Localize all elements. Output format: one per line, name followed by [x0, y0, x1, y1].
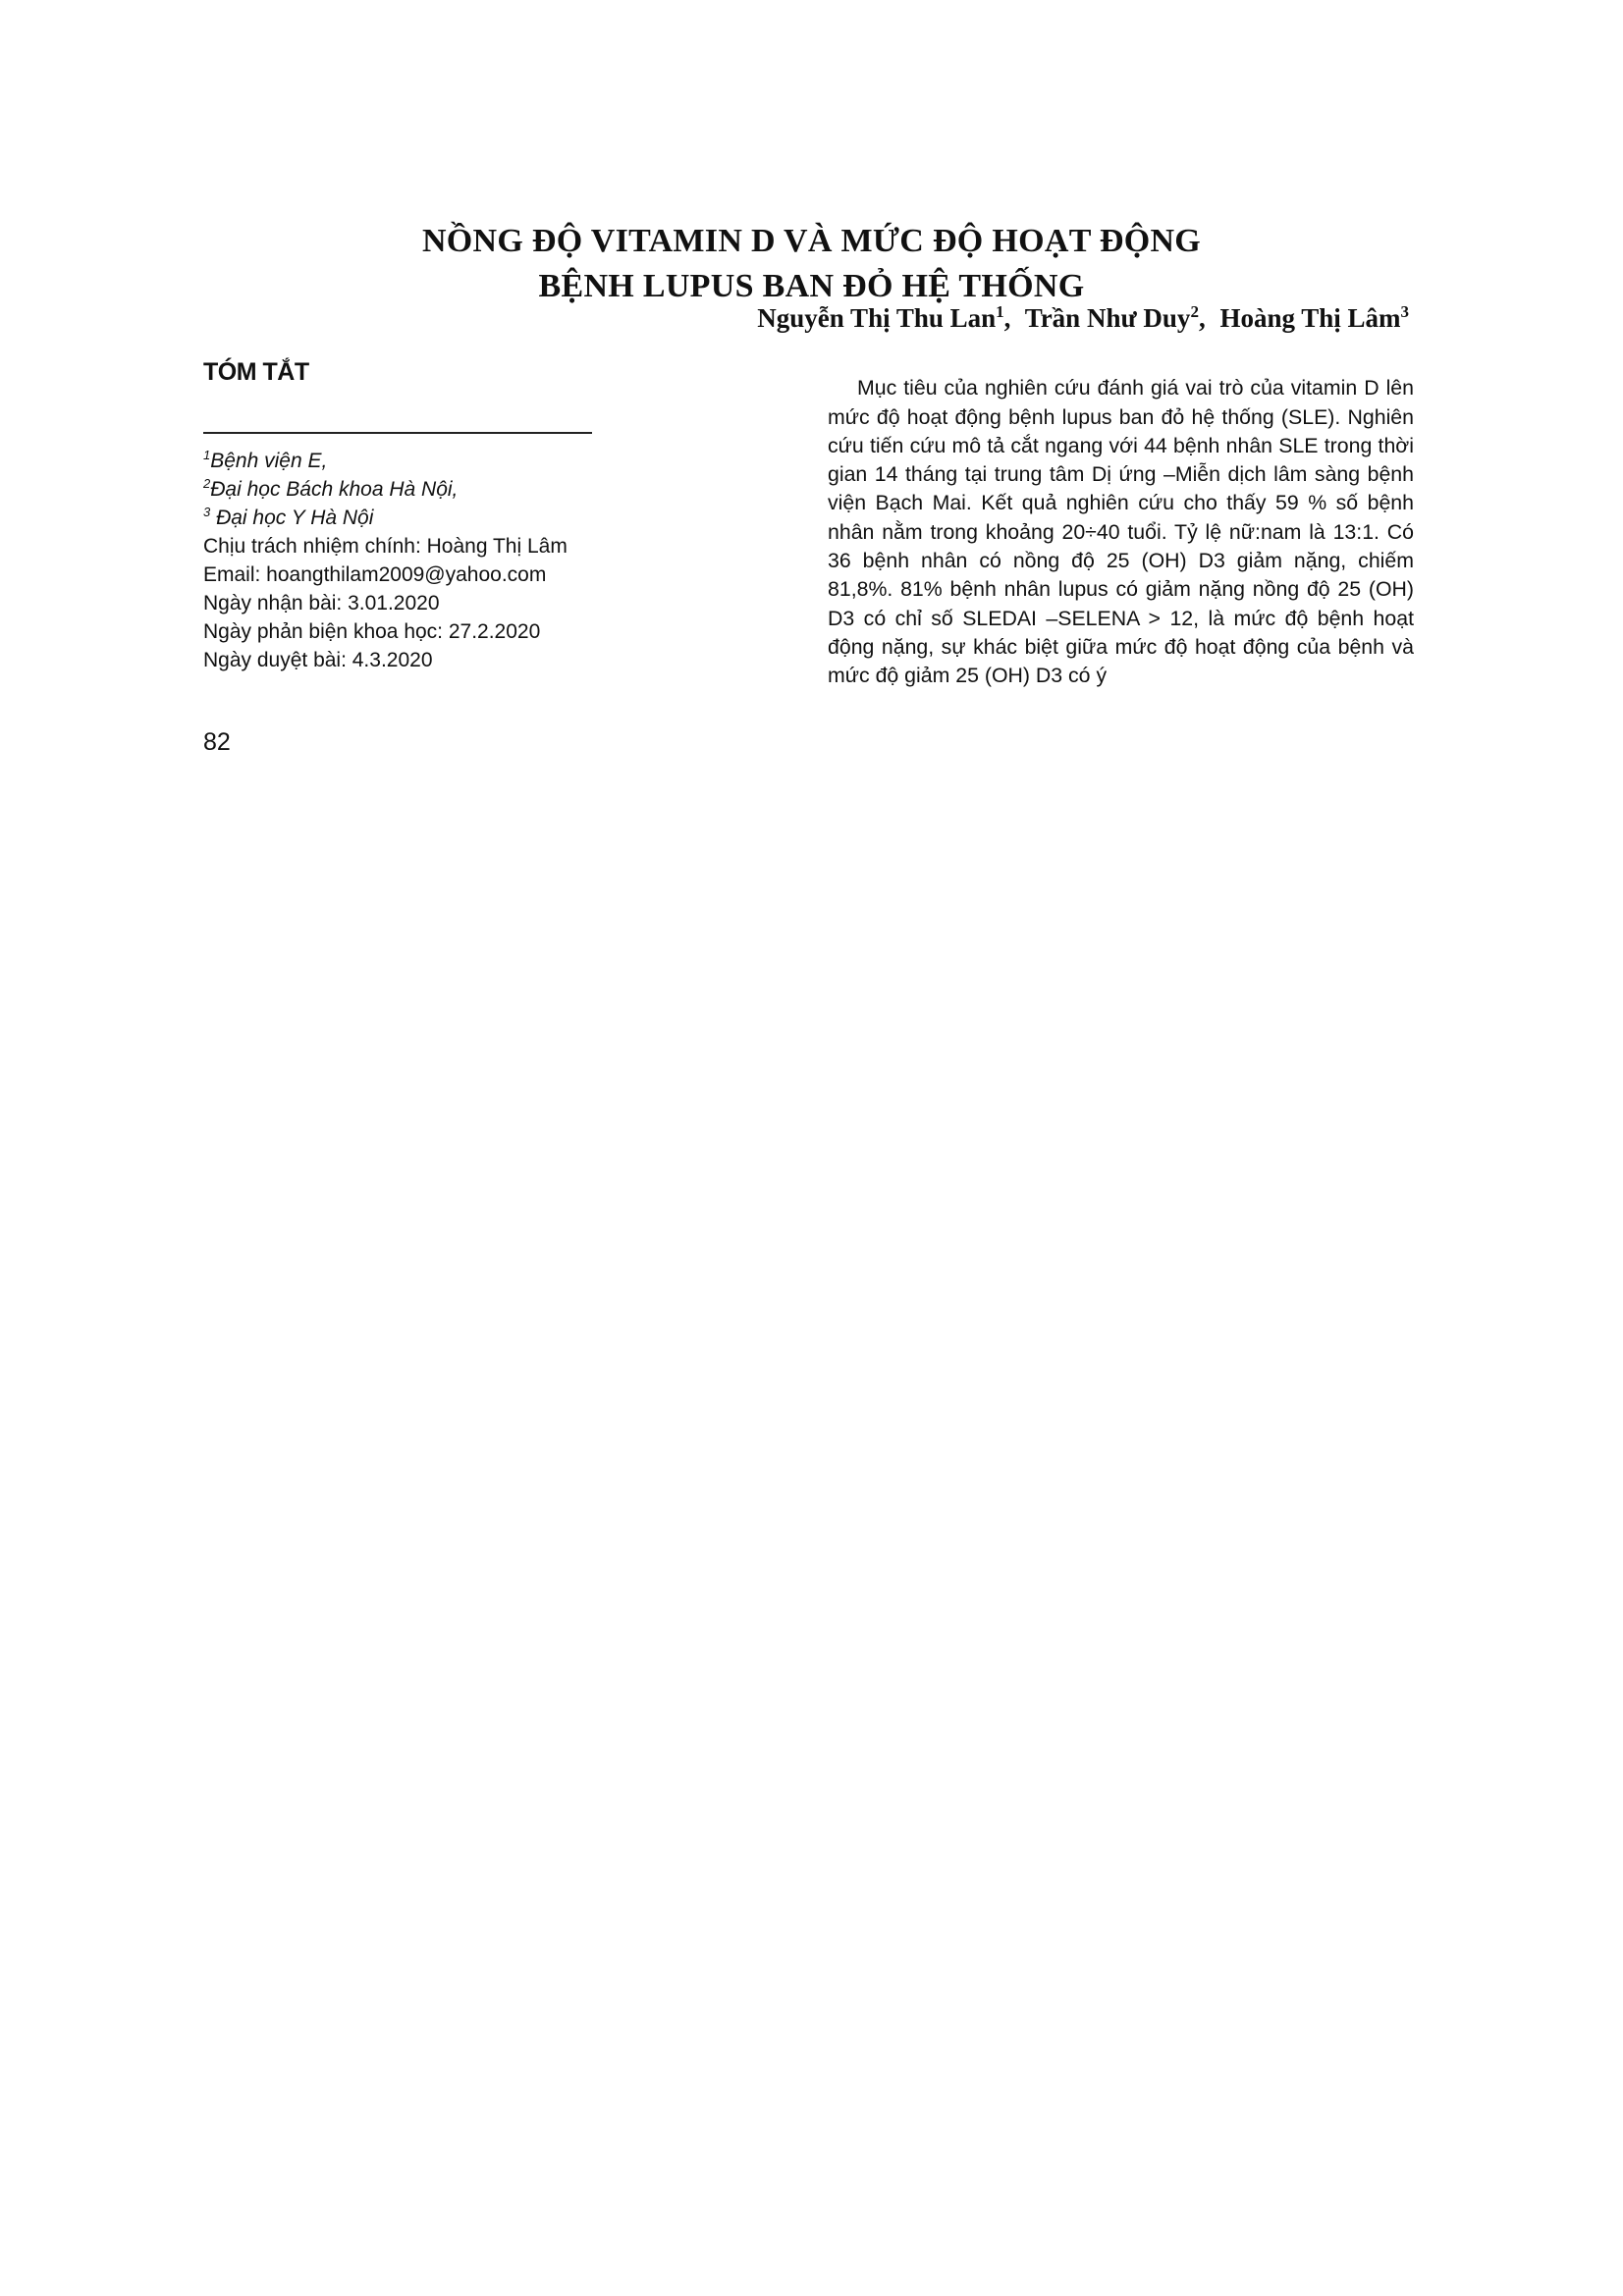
title-line-2: BỆNH LUPUS BAN ĐỎ HỆ THỐNG: [538, 267, 1085, 304]
affiliation-text: Bệnh viện E,: [210, 450, 328, 472]
affiliation-footnote: [203, 504, 635, 532]
accepted-date: Ngày duyệt bài: 4.3.2020: [203, 649, 433, 671]
footnotes: [203, 447, 635, 674]
author-affiliation-mark: 3: [1400, 302, 1409, 321]
author-list: Nguyễn Thị Thu Lan$^1$, Trần Như Duy$^2$, Hoàng Thị Lâm$^3$: [757, 302, 1409, 333]
abstract-body: Mục tiêu của nghiên cứu đánh giá vai trò của vitamin D lên mức độ hoạt động bệnh lupus ban đỏ hệ thống (SLE). Nghiên cứu tiến cứu mô tả cắt ngang với 44 bệnh nhân SLE trong thời gian 14 tháng tại trung tâm Dị ứng –Miễn dịch lâm sàng bệnh viện Bạch Mai. Kết quả nghiên cứu cho thấy 59 % số bệnh nhân nằm trong khoảng 20÷40 tuổi. Tỷ lệ nữ:nam là 13:1. Có 36 bệnh nhân có nồng độ 25 (OH) D3 giảm nặng, chiếm 81,8%. 81% bệnh nhân lupus có giảm nặng nồng độ 25 (OH) D3 có chỉ số SLEDAI –SELENA > 12, là mức độ bệnh hoạt động nặng, sự khác biệt giữa mức độ hoạt động của bệnh và mức độ giảm 25 (OH) D3 có ý: [828, 376, 1414, 688]
corresponding-author: Chịu trách nhiệm chính: Hoàng Thị Lâm: [203, 535, 568, 558]
affiliation-mark: 1: [203, 448, 211, 462]
review-date: Ngày phản biện khoa học: 27.2.2020: [203, 620, 541, 643]
received-date: Ngày nhận bài: 3.01.2020: [203, 592, 440, 614]
page-number: 82: [203, 728, 231, 756]
affiliation-text: Đại học Y Hà Nội: [210, 507, 374, 529]
affiliation-text: Đại học Bách khoa Hà Nội,: [210, 478, 459, 501]
contact-email: Email: hoangthilam2009@yahoo.com: [203, 563, 547, 586]
abstract-heading: TÓM TẮT: [203, 358, 309, 386]
affiliation-mark: 2: [203, 476, 211, 491]
author-affiliation-mark: 2: [1190, 302, 1199, 321]
author-name: Nguyễn Thị Thu Lan: [757, 303, 997, 333]
affiliation-mark: 3: [203, 505, 211, 519]
title-line-1: NỒNG ĐỘ VITAMIN D VÀ MỨC ĐỘ HOẠT ĐỘNG: [421, 222, 1202, 259]
footnote-divider: [203, 432, 592, 434]
author-affiliation-mark: 1: [996, 302, 1004, 321]
page-title: [0, 219, 1623, 309]
author-name: Hoàng Thị Lâm: [1219, 303, 1401, 333]
affiliation-footnote: [203, 475, 635, 504]
affiliation-footnote: [203, 447, 635, 475]
author-name: Trần Như Duy: [1024, 303, 1191, 333]
